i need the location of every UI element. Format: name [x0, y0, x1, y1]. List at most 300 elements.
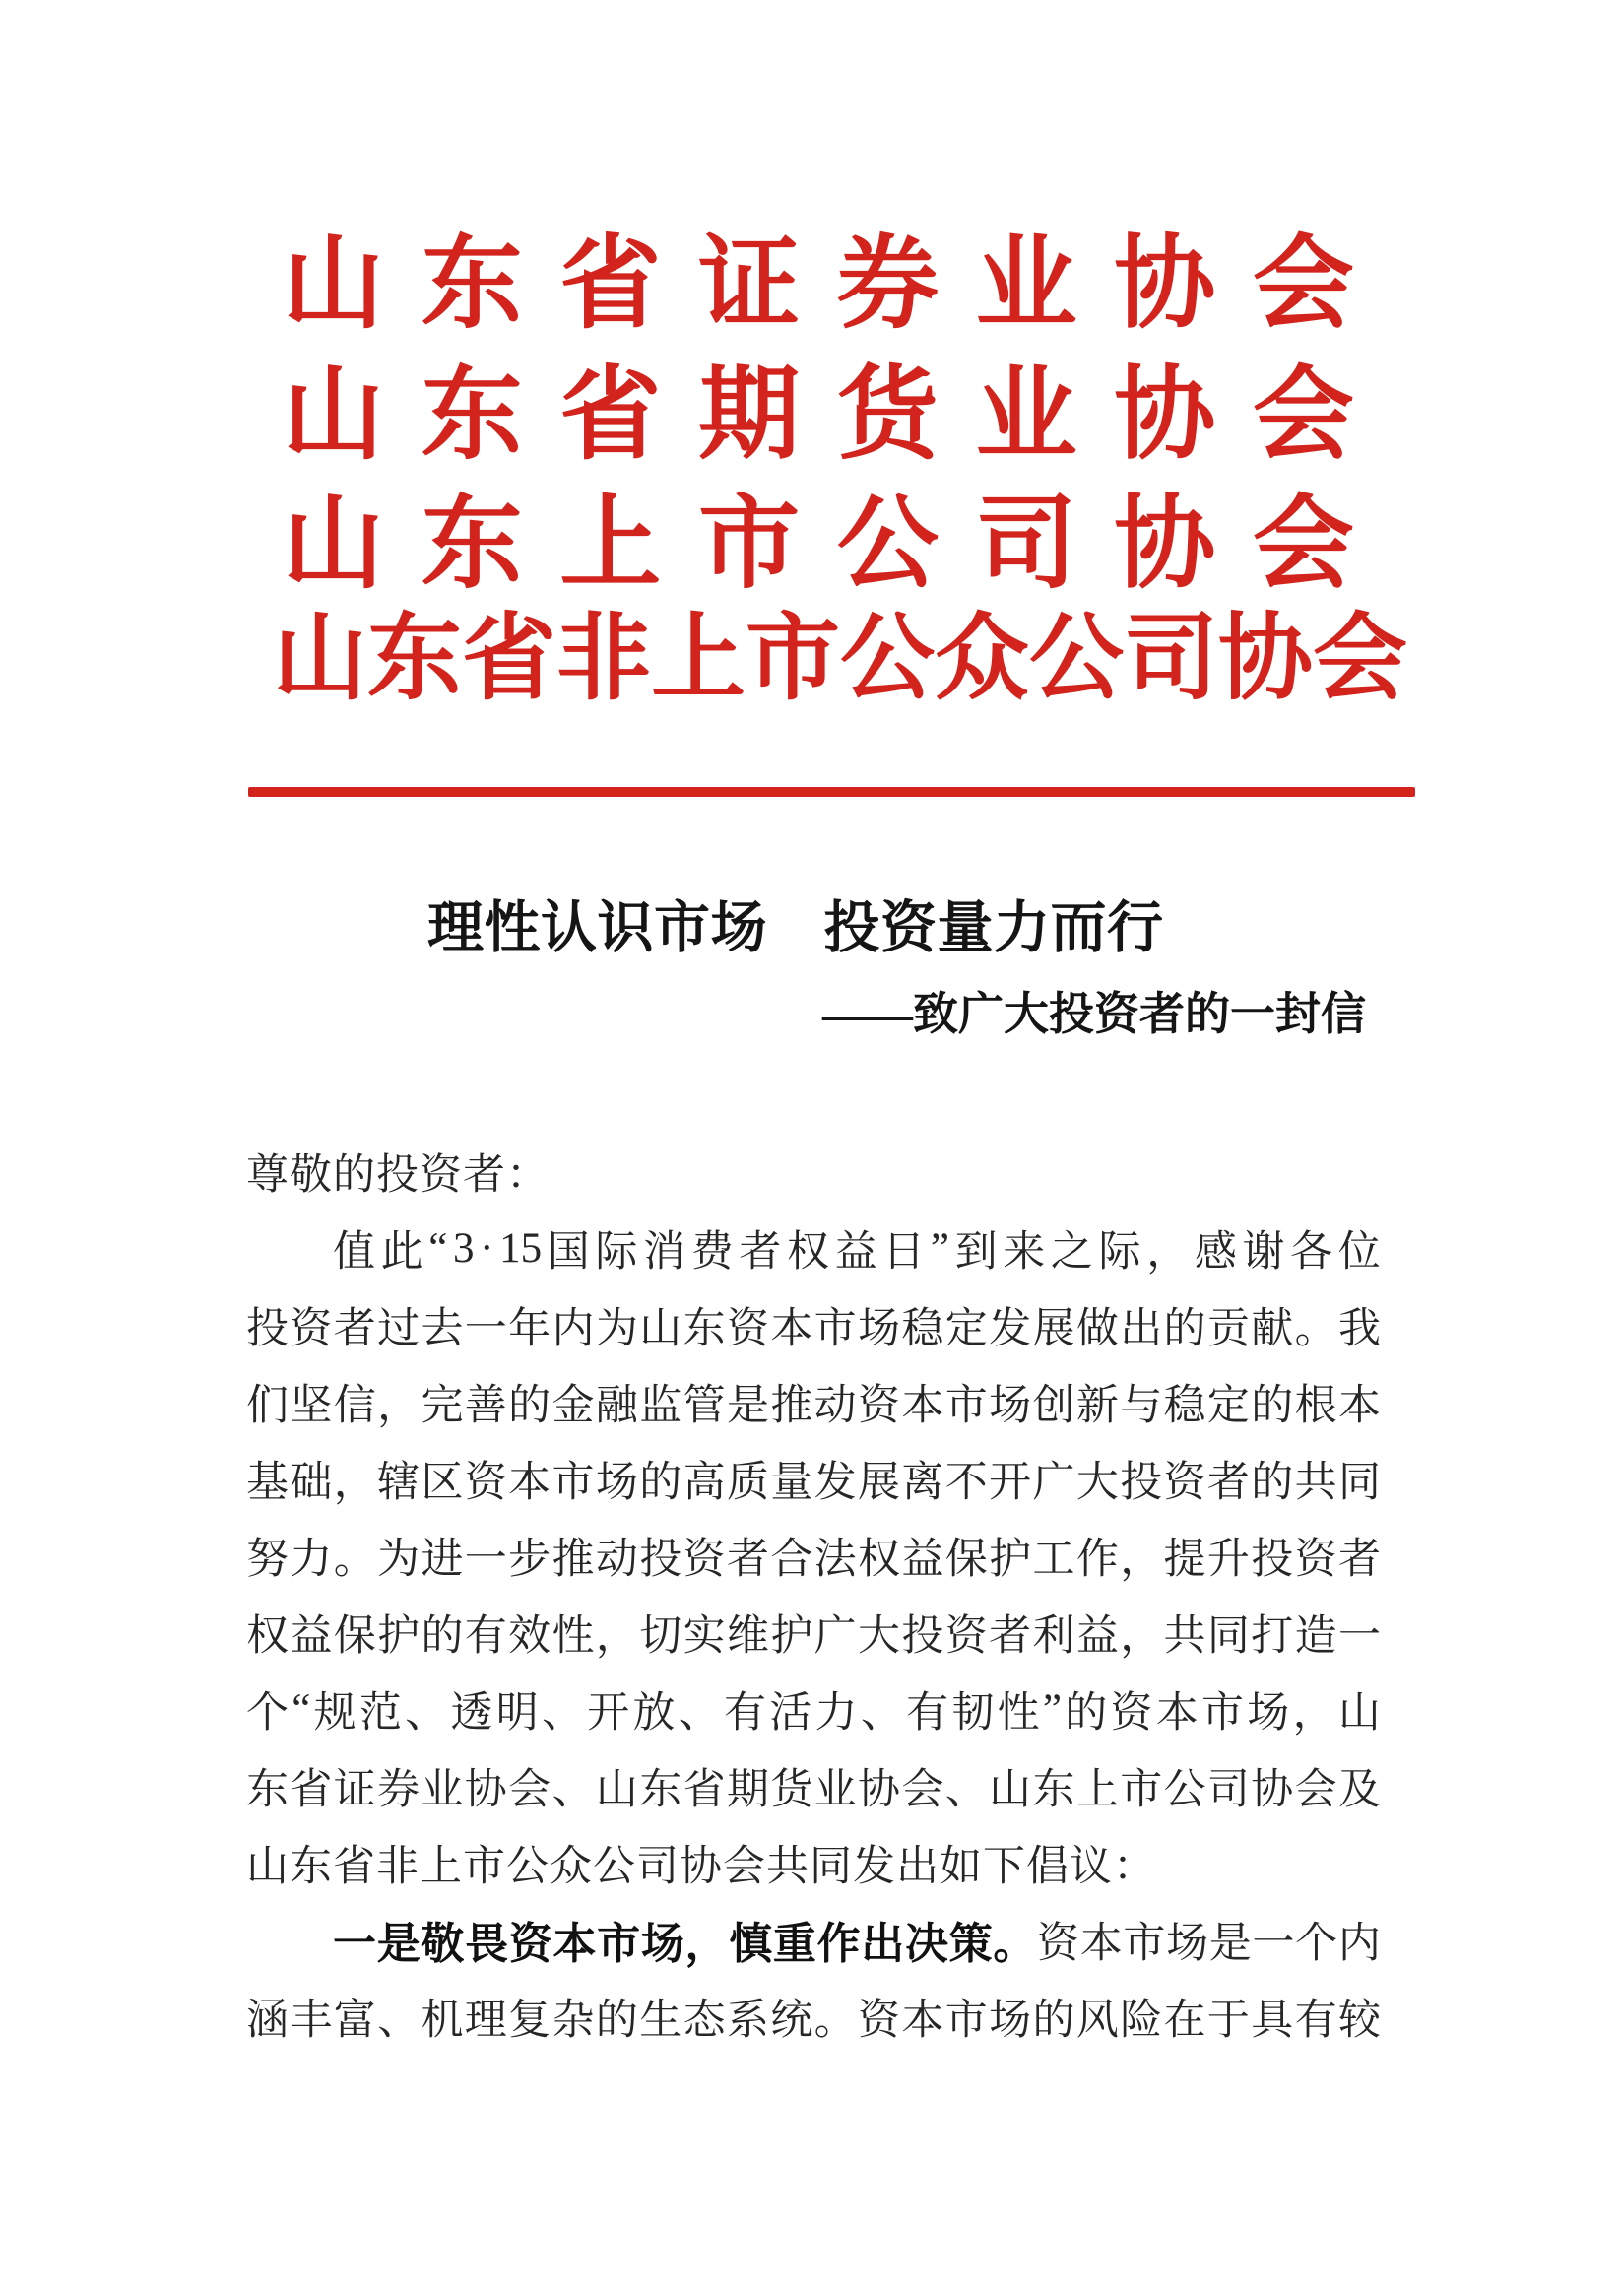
- body-char: 一: [464, 1536, 507, 1583]
- letterhead-char: 券: [836, 229, 939, 341]
- body-char: 。: [1294, 1305, 1337, 1352]
- body-char: 同: [1206, 1612, 1250, 1660]
- body-char: 市: [1120, 1766, 1163, 1813]
- body-char: 资: [1294, 1536, 1337, 1583]
- body-char: 为: [595, 1305, 638, 1352]
- body-char: 券: [377, 1766, 421, 1813]
- body-char: 护: [377, 1612, 421, 1660]
- body-char: 是: [1208, 1920, 1252, 1967]
- body-bold-char: 敬: [421, 1920, 465, 1968]
- body-char: 业: [421, 1766, 464, 1813]
- body-char: 者: [1337, 1536, 1381, 1583]
- body-char: 内: [1337, 1920, 1381, 1967]
- body-char: 量: [770, 1459, 813, 1506]
- body-char: 投: [246, 1305, 289, 1352]
- body-char: 市: [813, 1305, 857, 1352]
- body-bold-char: 作: [816, 1920, 861, 1968]
- letterhead-char: 山: [283, 489, 384, 601]
- body-char: 市: [551, 1459, 595, 1506]
- body-char: 推: [770, 1382, 813, 1429]
- body-char: 、: [541, 1689, 584, 1737]
- body-char: 山: [1337, 1689, 1381, 1737]
- body-char: 富: [333, 1997, 376, 2044]
- body-bold-char: 畏: [465, 1920, 509, 1968]
- letterhead-char: 省: [559, 229, 662, 341]
- body-char: 透: [450, 1689, 493, 1737]
- letterhead-char: 业: [975, 229, 1077, 341]
- body-char: 的: [421, 1612, 464, 1660]
- body-char: 位: [1337, 1228, 1381, 1276]
- body-char: 坚: [290, 1382, 333, 1429]
- body-char: 场: [989, 1997, 1032, 2044]
- body-line: [246, 1901, 1381, 1978]
- letterhead-char: 东: [421, 360, 523, 472]
- body-char: 场: [1166, 1920, 1209, 1967]
- body-char: 山: [639, 1305, 682, 1352]
- body-char: 投: [1251, 1536, 1294, 1583]
- body-char: 力: [290, 1536, 333, 1583]
- body-char: 造: [1294, 1612, 1337, 1660]
- body-char: 协: [464, 1766, 507, 1813]
- body-char: 司: [1206, 1766, 1250, 1813]
- body-char: 东: [246, 1766, 289, 1813]
- body-char: 货: [770, 1766, 813, 1813]
- body-char: 护: [770, 1612, 813, 1660]
- body-char: 日: [882, 1228, 926, 1276]
- body-bold-char: 市: [597, 1920, 641, 1968]
- body-char: 到: [954, 1228, 998, 1276]
- body-char: 东: [639, 1766, 682, 1813]
- body-bold-char: 资: [508, 1920, 552, 1968]
- body-char: 业: [813, 1766, 857, 1813]
- body-char: 动: [813, 1382, 857, 1429]
- body-bold-char: 策: [948, 1920, 993, 1968]
- body-char: 投: [1120, 1459, 1163, 1506]
- body-char: 会: [1294, 1766, 1337, 1813]
- body-char: 工: [1032, 1536, 1075, 1583]
- body-char: 保: [333, 1612, 376, 1660]
- body-char: 期: [726, 1766, 769, 1813]
- body-char: 。: [813, 1997, 857, 2044]
- letterhead-char: 证: [698, 229, 801, 341]
- body-line: [246, 1824, 1381, 1901]
- body-char: 稳: [901, 1305, 944, 1352]
- body-char: 值: [333, 1228, 375, 1276]
- body-char: 效: [508, 1612, 551, 1660]
- body-char: 韧: [951, 1689, 995, 1737]
- letterhead-char: 公: [836, 489, 939, 601]
- body-line: [246, 1747, 1381, 1824]
- body-char: 、: [551, 1766, 595, 1813]
- body-char: 本: [770, 1305, 813, 1352]
- body-char: 态: [682, 1997, 726, 2044]
- letterhead-char: 众: [935, 606, 1029, 711]
- letterhead-char: 上: [559, 489, 662, 601]
- body-char: 场: [989, 1382, 1032, 1429]
- body-char: 定: [1206, 1382, 1250, 1429]
- body-char: 资: [464, 1459, 507, 1506]
- body-char: 际: [1098, 1228, 1141, 1276]
- body-char: 去: [421, 1305, 464, 1352]
- body-char: 资: [858, 1997, 901, 2044]
- body-char: 涵: [246, 1997, 289, 2044]
- body-char: 有: [906, 1689, 949, 1737]
- body-char: 场: [858, 1305, 901, 1352]
- letter-body: [246, 1133, 1381, 2055]
- body-char: 市: [944, 1997, 988, 2044]
- body-char: ，: [1120, 1536, 1163, 1583]
- body-char: 际: [595, 1228, 638, 1276]
- letterhead-char: 山: [283, 229, 384, 341]
- body-char: 一: [1252, 1920, 1295, 1967]
- body-char: ，: [333, 1459, 376, 1506]
- body-char: 不: [944, 1459, 988, 1506]
- body-char: 谢: [1242, 1228, 1285, 1276]
- body-char: “: [428, 1224, 448, 1272]
- body-char: 感: [1194, 1228, 1237, 1276]
- body-char: 会: [901, 1766, 944, 1813]
- red-divider-rule: [248, 787, 1415, 797]
- letterhead-char: 协: [1114, 489, 1216, 601]
- body-char: 护: [989, 1536, 1032, 1583]
- letterhead-char: 会: [1252, 229, 1354, 341]
- body-char: 推: [551, 1536, 595, 1583]
- body-bold-char: 本: [552, 1920, 597, 1968]
- body-char: 个: [1295, 1920, 1338, 1967]
- body-char: 投: [901, 1612, 944, 1660]
- body-char: 益: [901, 1536, 944, 1583]
- body-char: 实: [682, 1612, 726, 1660]
- letterhead-char: 期: [698, 360, 801, 472]
- body-char: 过: [377, 1305, 421, 1352]
- body-char: 协: [858, 1766, 901, 1813]
- body-char: 较: [1337, 1997, 1381, 2044]
- body-char: 打: [1251, 1612, 1294, 1660]
- body-char: 作: [1075, 1536, 1119, 1583]
- body-char: 的: [1065, 1689, 1108, 1737]
- body-char: 险: [1120, 1997, 1163, 2044]
- body-line: [246, 1517, 1381, 1594]
- body-char: 质: [726, 1459, 769, 1506]
- body-char: ，: [1146, 1228, 1190, 1276]
- body-char: 献: [1251, 1305, 1294, 1352]
- body-char: 15: [499, 1224, 543, 1272]
- letter-subtitle: ——致广大投资者的一封信: [822, 989, 1366, 1039]
- body-char: 益: [290, 1612, 333, 1660]
- body-char: 资: [944, 1612, 988, 1660]
- body-char: 3: [453, 1224, 475, 1272]
- body-char: 出: [1120, 1305, 1163, 1352]
- body-char: 切: [639, 1612, 682, 1660]
- letterhead-char: 公: [840, 606, 935, 711]
- body-char: 于: [1206, 1997, 1250, 2044]
- letterhead-char: 货: [836, 360, 939, 472]
- body-char: 法: [813, 1536, 857, 1583]
- body-char: 的: [595, 1997, 638, 2044]
- body-char: 性: [997, 1689, 1040, 1737]
- body-line: [246, 1286, 1381, 1363]
- body-char: 协: [1251, 1766, 1294, 1813]
- letterhead-char: 协: [1218, 606, 1313, 711]
- letterhead-char: 省: [559, 360, 662, 472]
- body-char: 金: [551, 1382, 595, 1429]
- body-char: 者: [726, 1536, 769, 1583]
- body-char: 者: [333, 1305, 376, 1352]
- body-char: 融: [595, 1382, 638, 1429]
- body-char: 本: [1337, 1382, 1381, 1429]
- body-line: [246, 1440, 1381, 1517]
- body-char: 的: [639, 1459, 682, 1506]
- body-char: 理: [464, 1997, 507, 2044]
- body-char: 场: [595, 1459, 638, 1506]
- letterhead-char: 山: [273, 606, 367, 711]
- body-char: ，: [1120, 1612, 1163, 1660]
- body-char: 场: [1247, 1689, 1290, 1737]
- body-bold-char: 。: [993, 1920, 1037, 1968]
- body-char: 来: [1003, 1228, 1046, 1276]
- body-char: 投: [639, 1536, 682, 1583]
- letterhead-char: 东: [367, 606, 462, 711]
- letterhead-char: 东: [421, 229, 523, 341]
- body-char: 础: [290, 1459, 333, 1506]
- body-char: 消: [643, 1228, 686, 1276]
- body-char: 此: [380, 1228, 423, 1276]
- body-char: 益: [1075, 1612, 1119, 1660]
- body-char: 资: [858, 1382, 901, 1429]
- body-char: ，: [377, 1382, 421, 1429]
- body-char: 有: [724, 1689, 767, 1737]
- letterhead-line-4: [273, 606, 1407, 711]
- body-char: 管: [682, 1382, 726, 1429]
- letterhead-char: 司: [975, 489, 1077, 601]
- letterhead-char: 司: [1124, 606, 1218, 711]
- body-char: 市: [1201, 1689, 1245, 1737]
- body-char: 、: [944, 1766, 988, 1813]
- body-char: 基: [246, 1459, 289, 1506]
- body-text: 山东省非上市公众公司协会共同发出如下倡议：: [246, 1843, 1156, 1890]
- body-char: 广: [1032, 1459, 1075, 1506]
- body-char: 的: [1251, 1382, 1294, 1429]
- body-char: 东: [1032, 1766, 1075, 1813]
- body-char: 为: [377, 1536, 421, 1583]
- body-char: 益: [834, 1228, 877, 1276]
- letterhead-char: 业: [975, 360, 1077, 472]
- body-char: 动: [595, 1536, 638, 1583]
- body-line: [246, 1594, 1381, 1671]
- body-char: 范: [358, 1689, 402, 1737]
- body-char: 力: [814, 1689, 858, 1737]
- body-char: 市: [944, 1382, 988, 1429]
- body-char: 升: [1206, 1536, 1250, 1583]
- body-char: 资: [1037, 1920, 1079, 1967]
- body-char: 复: [508, 1997, 551, 2044]
- body-char: 权: [786, 1228, 829, 1276]
- body-char: 的: [508, 1382, 551, 1429]
- letter-title: 理性认识市场 投资量力而行: [427, 897, 1164, 959]
- body-char: 放: [632, 1689, 676, 1737]
- letterhead-char: 省: [462, 606, 556, 711]
- body-char: 与: [1120, 1382, 1163, 1429]
- letterhead-char: 会: [1313, 606, 1407, 711]
- body-char: 山: [989, 1766, 1032, 1813]
- body-char: 展: [858, 1459, 901, 1506]
- body-char: 权: [858, 1536, 901, 1583]
- letterhead-char: 上: [651, 606, 746, 711]
- body-char: 一: [1337, 1612, 1381, 1660]
- body-char: 资: [726, 1305, 769, 1352]
- body-line: [246, 1671, 1381, 1747]
- body-char: 新: [1075, 1382, 1119, 1429]
- body-char: 高: [682, 1459, 726, 1506]
- body-char: ·: [480, 1224, 494, 1272]
- body-bold-char: 是: [376, 1920, 421, 1968]
- body-char: 会: [508, 1766, 551, 1813]
- body-char: 之: [1050, 1228, 1093, 1276]
- body-char: 国: [547, 1228, 590, 1276]
- body-char: 稳: [1163, 1382, 1206, 1429]
- body-char: 一: [464, 1305, 507, 1352]
- body-line: [246, 1978, 1381, 2055]
- body-char: 创: [1032, 1382, 1075, 1429]
- body-char: 维: [726, 1612, 769, 1660]
- body-char: 的: [1032, 1997, 1075, 2044]
- letterhead-char: 东: [421, 489, 523, 601]
- body-char: 本: [901, 1382, 944, 1429]
- body-char: 资: [290, 1305, 333, 1352]
- letterhead-char: 协: [1114, 360, 1216, 472]
- body-char: ，: [1292, 1689, 1335, 1737]
- body-char: 善: [464, 1382, 507, 1429]
- body-char: 活: [769, 1689, 812, 1737]
- body-char: 者: [739, 1228, 782, 1276]
- body-char: “: [292, 1685, 311, 1733]
- body-char: 做: [1075, 1305, 1119, 1352]
- letterhead-char: 会: [1252, 489, 1354, 601]
- body-char: 本: [508, 1459, 551, 1506]
- letterhead-char: 公: [1029, 606, 1124, 711]
- body-char: 展: [1032, 1305, 1075, 1352]
- body-char: ”: [1042, 1685, 1062, 1733]
- body-char: 、: [377, 1997, 421, 2044]
- body-char: 完: [421, 1382, 464, 1429]
- body-char: 山: [595, 1766, 638, 1813]
- body-char: 明: [495, 1689, 539, 1737]
- body-text: 尊敬的投资者：: [246, 1151, 550, 1199]
- letterhead-char: 市: [746, 606, 840, 711]
- body-char: 规: [313, 1689, 357, 1737]
- letterhead-line-3: [283, 489, 1354, 601]
- body-char: 、: [678, 1689, 721, 1737]
- body-char: 努: [246, 1536, 289, 1583]
- body-bold-char: ，: [684, 1920, 729, 1968]
- body-char: 共: [1294, 1459, 1337, 1506]
- body-char: 广: [813, 1612, 857, 1660]
- body-char: 有: [1294, 1997, 1337, 2044]
- body-char: 合: [770, 1536, 813, 1583]
- body-line: [246, 1210, 1381, 1286]
- body-char: 同: [1337, 1459, 1381, 1506]
- body-char: 本: [901, 1997, 944, 2044]
- body-char: 提: [1163, 1536, 1206, 1583]
- body-char: 有: [464, 1612, 507, 1660]
- body-char: ，: [595, 1612, 638, 1660]
- body-char: 费: [690, 1228, 734, 1276]
- body-bold-char: 出: [861, 1920, 905, 1968]
- body-char: 的: [1163, 1305, 1206, 1352]
- body-char: 本: [1079, 1920, 1123, 1967]
- body-char: 离: [901, 1459, 944, 1506]
- body-char: 者: [1206, 1459, 1250, 1506]
- body-char: 者: [989, 1612, 1032, 1660]
- letterhead-char: 市: [698, 489, 801, 601]
- body-char: 贡: [1206, 1305, 1250, 1352]
- body-char: 统: [770, 1997, 813, 2044]
- body-char: 丰: [290, 1997, 333, 2044]
- body-char: 们: [246, 1382, 289, 1429]
- body-char: 各: [1290, 1228, 1333, 1276]
- letterhead-char: 会: [1252, 360, 1354, 472]
- body-char: 开: [989, 1459, 1032, 1506]
- body-char: 系: [726, 1997, 769, 2044]
- body-char: 步: [508, 1536, 551, 1583]
- body-char: 东: [682, 1305, 726, 1352]
- body-char: 保: [944, 1536, 988, 1583]
- letterhead-char: 协: [1114, 229, 1216, 341]
- body-char: ”: [930, 1224, 949, 1272]
- body-char: 市: [1123, 1920, 1166, 1967]
- body-char: 。: [333, 1536, 376, 1583]
- body-char: 上: [1075, 1766, 1119, 1813]
- body-char: 信: [333, 1382, 376, 1429]
- body-char: 省: [682, 1766, 726, 1813]
- body-char: 具: [1251, 1997, 1294, 2044]
- body-char: 省: [290, 1766, 333, 1813]
- body-char: 性: [551, 1612, 595, 1660]
- body-bold-char: 决: [904, 1920, 948, 1968]
- body-char: 大: [858, 1612, 901, 1660]
- body-char: 进: [421, 1536, 464, 1583]
- body-char: 权: [246, 1612, 289, 1660]
- body-char: 区: [421, 1459, 464, 1506]
- body-char: 风: [1075, 1997, 1119, 2044]
- letterhead-char: 非: [556, 606, 651, 711]
- body-char: 大: [1075, 1459, 1119, 1506]
- body-char: 监: [639, 1382, 682, 1429]
- body-char: 本: [1155, 1689, 1199, 1737]
- body-char: 公: [1163, 1766, 1206, 1813]
- body-char: 发: [813, 1459, 857, 1506]
- body-char: 是: [726, 1382, 769, 1429]
- body-char: 内: [551, 1305, 595, 1352]
- body-char: 根: [1294, 1382, 1337, 1429]
- letterhead-line-2: [283, 360, 1354, 472]
- body-char: 在: [1163, 1997, 1206, 2044]
- body-char: 证: [333, 1766, 376, 1813]
- body-char: 年: [508, 1305, 551, 1352]
- body-char: 个: [246, 1689, 289, 1737]
- letterhead-line-1: [283, 229, 1354, 341]
- body-char: 我: [1337, 1305, 1381, 1352]
- body-char: 发: [989, 1305, 1032, 1352]
- body-line: [246, 1363, 1381, 1440]
- body-char: 资: [682, 1536, 726, 1583]
- body-char: 机: [421, 1997, 464, 2044]
- body-bold-char: 慎: [729, 1920, 773, 1968]
- letterhead-char: 山: [283, 360, 384, 472]
- body-char: 及: [1337, 1766, 1381, 1813]
- body-char: 定: [944, 1305, 988, 1352]
- body-bold-char: 一: [333, 1920, 376, 1968]
